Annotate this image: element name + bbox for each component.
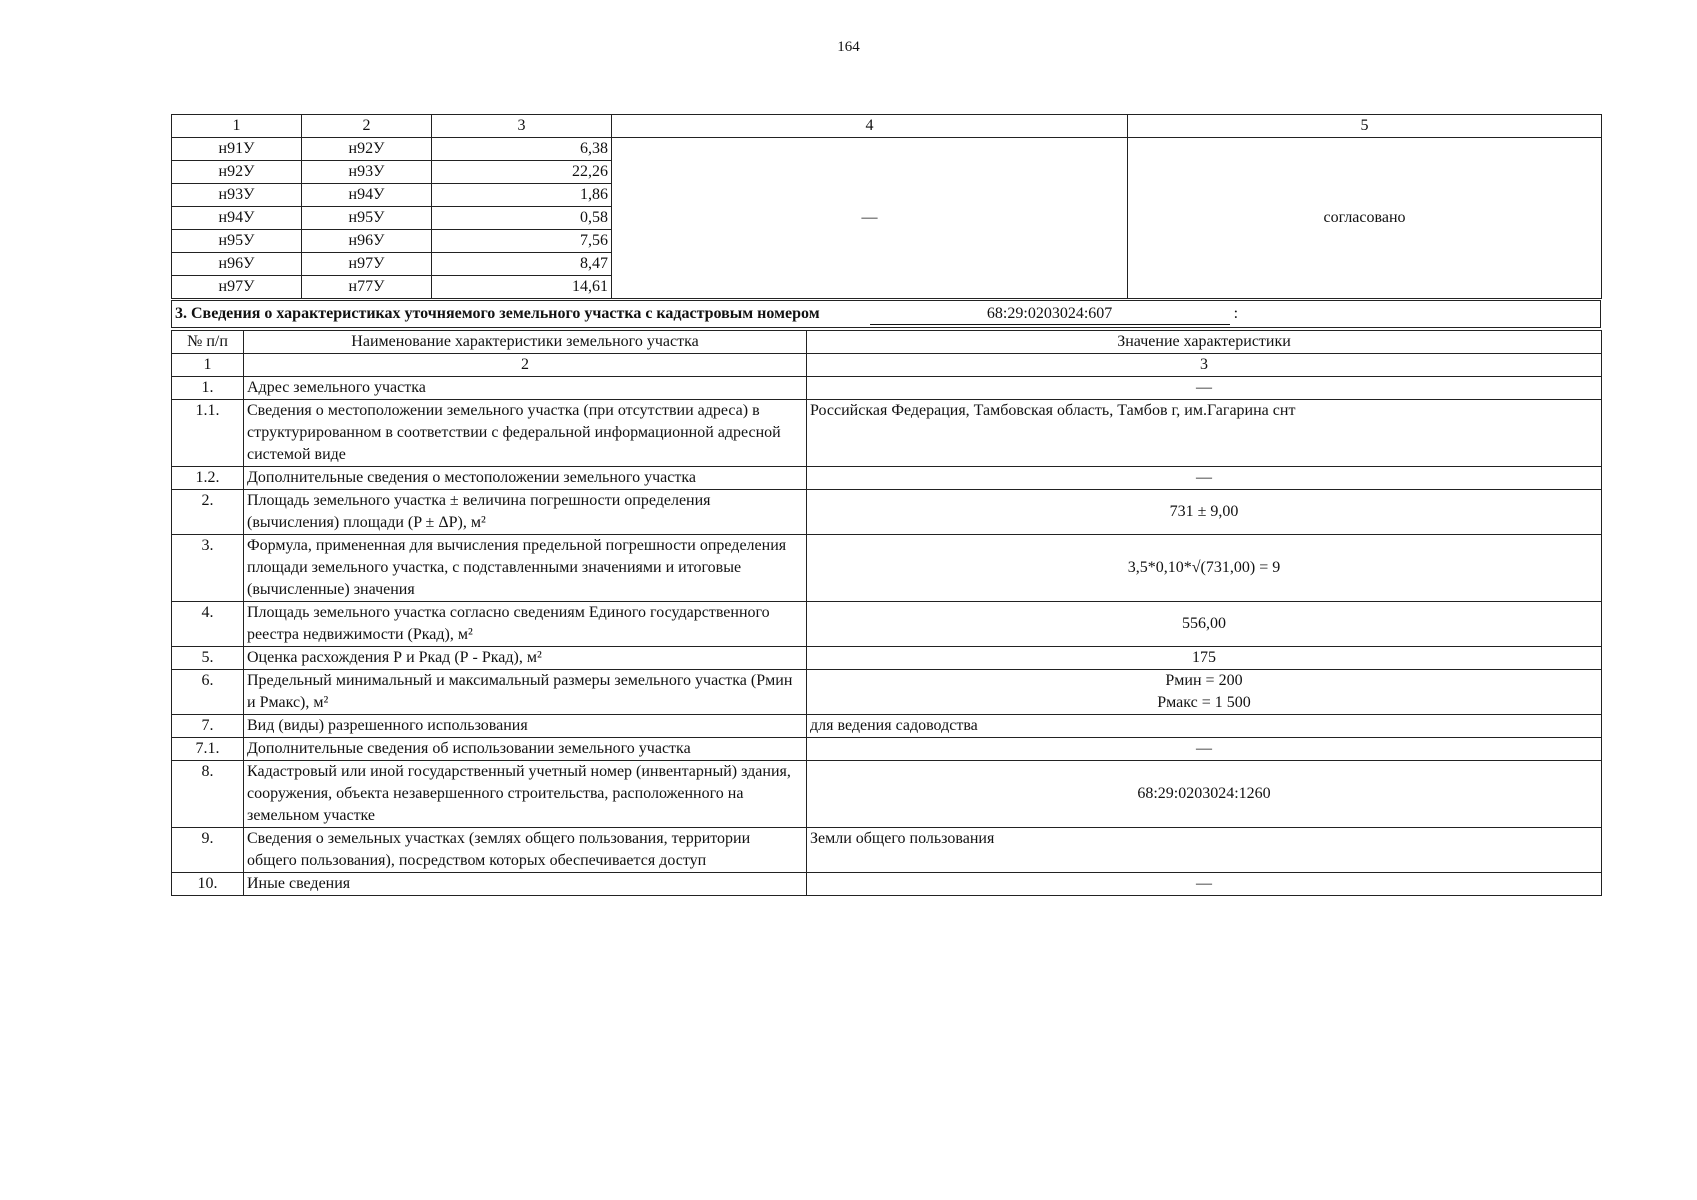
row-num: 7.	[172, 715, 244, 738]
cadastral-number: 68:29:0203024:607	[870, 304, 1230, 325]
row-value: Земли общего пользования	[807, 828, 1602, 873]
row-value: —	[807, 873, 1602, 896]
approval-status: согласовано	[1128, 138, 1602, 299]
segment-length: 1,86	[432, 184, 612, 207]
row-name: Кадастровый или иной государственный учетный номер (инвентарный) здания, сооружения, объекта незавершенного строительства, расположенного на земельном участке	[244, 761, 807, 828]
header-name: Наименование характеристики земельного участка	[244, 331, 807, 354]
section3-title: 3. Сведения о характеристиках уточняемого земельного участка с кадастровым номером	[175, 305, 820, 322]
point-to: н92У	[302, 138, 432, 161]
point-from: н97У	[172, 276, 302, 299]
segment-length: 7,56	[432, 230, 612, 253]
point-from: н92У	[172, 161, 302, 184]
table-row	[172, 647, 1602, 670]
table-row	[172, 467, 1602, 490]
table-row	[172, 738, 1602, 761]
header-cell: 1	[172, 115, 302, 138]
row-name: Дополнительные сведения о местоположении земельного участка	[244, 467, 807, 490]
header-cell: 2	[302, 115, 432, 138]
segment-length: 0,58	[432, 207, 612, 230]
table-row	[172, 828, 1602, 873]
row-num: 3.	[172, 535, 244, 602]
row-name: Площадь земельного участка ± величина погрешности определения (вычисления) площади (P ± ΔP), м²	[244, 490, 807, 535]
segment-length: 8,47	[432, 253, 612, 276]
header-cell: 5	[1128, 115, 1602, 138]
char-index-row	[172, 354, 1602, 377]
table-row	[172, 670, 1602, 715]
point-to: н97У	[302, 253, 432, 276]
point-to: н94У	[302, 184, 432, 207]
table-row	[172, 377, 1602, 400]
row-value: Российская Федерация, Тамбовская область, Тамбов г, им.Гагарина снт	[807, 400, 1602, 467]
row-value: 3,5*0,10*√(731,00) = 9	[807, 535, 1602, 602]
table-row	[172, 873, 1602, 896]
page-number: 164	[837, 39, 860, 55]
row-value: —	[807, 738, 1602, 761]
row-num: 1.	[172, 377, 244, 400]
row-num: 8.	[172, 761, 244, 828]
table-row	[172, 761, 1602, 828]
area-max: Рмакс = 1 500	[1157, 694, 1251, 711]
section3-title-table	[171, 300, 1601, 328]
table-row	[172, 400, 1602, 467]
row-name: Сведения о земельных участках (землях общего пользования, территории общего пользования), посредством которых обеспечивается доступ	[244, 828, 807, 873]
row-name: Вид (виды) разрешенного использования	[244, 715, 807, 738]
row-name: Адрес земельного участка	[244, 377, 807, 400]
row-name: Оценка расхождения Р и Ркад (Р - Ркад), м²	[244, 647, 807, 670]
row-value: 556,00	[807, 602, 1602, 647]
row-value: 175	[807, 647, 1602, 670]
row-value: 68:29:0203024:1260	[807, 761, 1602, 828]
row-num: 1.2.	[172, 467, 244, 490]
point-to: н93У	[302, 161, 432, 184]
row-name: Сведения о местоположении земельного участка (при отсутствии адреса) в структурированном в соответствии с федеральной информационной адресной системой виде	[244, 400, 807, 467]
table-row	[172, 490, 1602, 535]
row-value: для ведения садоводства	[807, 715, 1602, 738]
header-num: № п/п	[172, 331, 244, 354]
index-cell: 2	[244, 354, 807, 377]
row-num: 7.1.	[172, 738, 244, 761]
header-cell: 3	[432, 115, 612, 138]
row-value	[807, 670, 1602, 715]
point-from: н94У	[172, 207, 302, 230]
row-name: Формула, примененная для вычисления предельной погрешности определения площади земельного участка, с подставленными значениями и итоговые (вычисленные) значения	[244, 535, 807, 602]
char-header-row	[172, 331, 1602, 354]
row-num: 4.	[172, 602, 244, 647]
boundary-header-row	[172, 115, 1602, 138]
point-from: н91У	[172, 138, 302, 161]
row-num: 2.	[172, 490, 244, 535]
row-num: 9.	[172, 828, 244, 873]
header-value: Значение характеристики	[807, 331, 1602, 354]
point-from: н95У	[172, 230, 302, 253]
segment-length: 22,26	[432, 161, 612, 184]
characteristics-table	[171, 330, 1602, 896]
section3-title-cell	[172, 301, 1601, 328]
row-value: —	[807, 377, 1602, 400]
area-min: Рмин = 200	[1165, 672, 1243, 689]
header-cell: 4	[612, 115, 1128, 138]
row-num: 1.1.	[172, 400, 244, 467]
row-value: 731 ± 9,00	[807, 490, 1602, 535]
row-num: 6.	[172, 670, 244, 715]
index-cell: 3	[807, 354, 1602, 377]
index-cell: 1	[172, 354, 244, 377]
row-num: 5.	[172, 647, 244, 670]
table-row	[172, 602, 1602, 647]
row-name: Предельный минимальный и максимальный размеры земельного участка (Рмин и Рмакс), м²	[244, 670, 807, 715]
row-num: 10.	[172, 873, 244, 896]
point-to: н77У	[302, 276, 432, 299]
table-row	[172, 715, 1602, 738]
table-row	[172, 138, 1602, 161]
table-row	[172, 535, 1602, 602]
row-name: Площадь земельного участка согласно сведениям Единого государственного реестра недвижимости (Ркад), м²	[244, 602, 807, 647]
point-from: н93У	[172, 184, 302, 207]
row-name: Дополнительные сведения об использовании земельного участка	[244, 738, 807, 761]
section3-colon: :	[1233, 305, 1239, 322]
row-value: —	[807, 467, 1602, 490]
segment-length: 6,38	[432, 138, 612, 161]
col4-merged-cell: —	[612, 138, 1128, 299]
row-name: Иные сведения	[244, 873, 807, 896]
boundary-table	[171, 114, 1602, 299]
point-from: н96У	[172, 253, 302, 276]
point-to: н96У	[302, 230, 432, 253]
segment-length: 14,61	[432, 276, 612, 299]
point-to: н95У	[302, 207, 432, 230]
